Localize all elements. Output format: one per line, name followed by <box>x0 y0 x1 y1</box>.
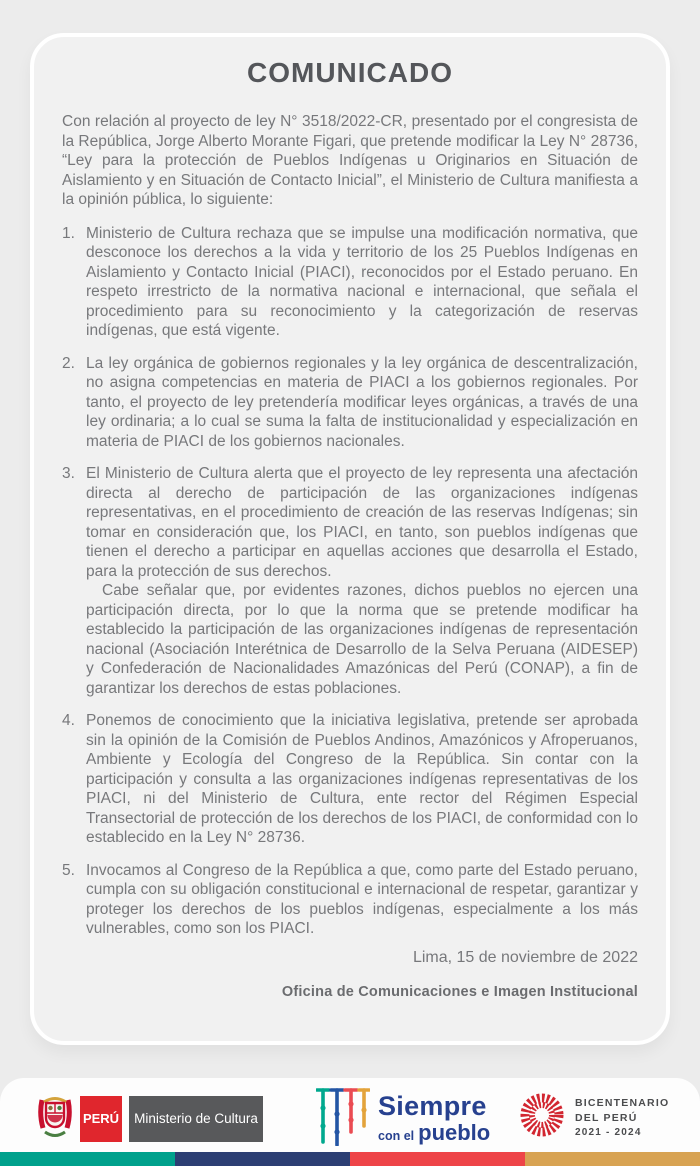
communique-card <box>30 33 670 1045</box>
list-item <box>62 224 638 341</box>
slogan-con-el: con el <box>378 1129 415 1143</box>
list-item-text <box>86 464 638 698</box>
stripe-segment-teal <box>0 1152 175 1166</box>
ministry-name-label: Ministerio de Cultura <box>129 1096 263 1142</box>
footer-color-stripe <box>0 1152 700 1166</box>
stripe-segment-gold <box>525 1152 700 1166</box>
ministry-of-culture-logo <box>38 1091 263 1146</box>
list-item-number: 2. <box>62 354 75 372</box>
list-item-number: 5. <box>62 861 75 879</box>
slogan-line1: Siempre <box>378 1091 487 1121</box>
list-item-text <box>86 354 638 452</box>
footer-band <box>0 1078 700 1152</box>
list-item <box>62 711 638 848</box>
bicentenario-logo <box>518 1091 669 1144</box>
paragraph: Invocamos al Congreso de la República a que, como parte del Estado peruano, cumpla con su obligación constitucional e internacional de respetar, garantizar y proteger los derechos de los pueblos indígenas, especialmente a los más vulnerables, como son los PIACI. <box>86 861 638 937</box>
bicentenario-line1: BICENTENARIO <box>575 1097 670 1109</box>
paragraph: Cabe señalar que, por evidentes razones, dichos pueblos no ejercen una participación directa, por lo que la norma que se pretende modificar ha establecido la participación de las organizaciones indígenas de representación nacional (Asociación Interétnica de Desarrollo de la Selva Peruana (AIDESEP) y Confederación de Nacionalidades Amazónicas del Perú (CONAP), a fin de garantizar los derechos de estas poblaciones. <box>86 582 638 697</box>
stripe-segment-navy <box>175 1152 350 1166</box>
paragraph: Ponemos de conocimiento que la iniciativa legislativa, pretende ser aprobada sin la opinión de la Comisión de Pueblos Andinos, Amazónicos y Afroperuanos, Ambiente y Ecología del Congreso de la República. Sin contar con la participación y consulta a las organizaciones indígenas representativas de los PIACI, ni del Ministerio de Cultura, ente rector del Régimen Especial Transectorial de protección de los derechos de los PIACI, de conformidad con lo establecido en la Ley N° 28736. <box>86 712 638 846</box>
list-item <box>62 861 638 939</box>
signature-office: Oficina de Comunicaciones e Imagen Institucional <box>281 983 638 1000</box>
list-item-text <box>86 224 638 341</box>
paragraph: La ley orgánica de gobiernos regionales y la ley orgánica de descentralización, no asigna competencias en materia de PIACI a los gobiernos regionales. Por tanto, el proyecto de ley pretendería modificar leyes orgánicas, a través de una ley ordinaria; a lo cual se suma la falta de institucionalidad y especialización en materia de PIACI de los gobiernos nacionales. <box>86 354 638 450</box>
slogan-line2 <box>378 1122 490 1144</box>
list-item <box>62 354 638 452</box>
list-item-number: 3. <box>62 465 75 482</box>
paragraph: Ministerio de Cultura rechaza que se impulse una modificación normativa, que desconoce los derechos a la vida y territorio de los 25 Pueblos Indígenas en Aislamiento y Contacto Inicial (PIACI), reconocidos por el Estado peruano. En respeto irrestricto de la normativa nacional e internacional, que señala el procedimiento para su reconocimiento y la categorización de reservas indígenas, que está vigente. <box>86 224 638 339</box>
list-item-number: 1. <box>62 224 75 242</box>
bicentenario-text <box>575 1097 669 1138</box>
quipu-strands-icon <box>316 1086 370 1151</box>
list-item-text <box>86 711 638 848</box>
peru-wordmark: PERÚ <box>80 1096 122 1142</box>
bicentenario-sunburst-icon <box>518 1091 566 1144</box>
slogan-pueblo: pueblo <box>418 1120 491 1145</box>
list-item <box>62 464 638 698</box>
stripe-segment-red <box>350 1152 525 1166</box>
slogan-text <box>378 1093 490 1144</box>
siempre-con-el-pueblo-logo <box>316 1086 490 1151</box>
list-item-text <box>86 861 638 939</box>
intro-paragraph: Con relación al proyecto de ley N° 3518/2022-CR, presentado por el congresista de la República, Jorge Alberto Morante Figari, que pretende modificar la Ley N° 28736, “Ley para la protección de Pueblos Indígenas u Originarios en Situación de Aislamiento y en Situación de Contacto Inicial”, el Ministerio de Cultura manifiesta a la opinión pública, lo siguiente: <box>62 113 638 208</box>
peru-coat-of-arms-icon <box>38 1091 72 1146</box>
list-item-number: 4. <box>62 712 75 729</box>
date-line: Lima, 15 de noviembre de 2022 <box>412 948 638 966</box>
bicentenario-line2: DEL PERÚ <box>575 1112 638 1124</box>
paragraph: El Ministerio de Cultura alerta que el proyecto de ley representa una afectación directa al derecho de participación de las organizaciones indígenas representativas, en el procedimiento de creación de las reservas Indígenas; sin tomar en consideración que, los PIACI, en tanto, son pueblos indígenas que tienen el derecho a participar en aquellas acciones que desarrolla el Estado, para la protección de sus derechos. <box>86 465 638 580</box>
bicentenario-line3: 2021 - 2024 <box>575 1127 642 1138</box>
page-title: COMUNICADO <box>247 57 453 88</box>
